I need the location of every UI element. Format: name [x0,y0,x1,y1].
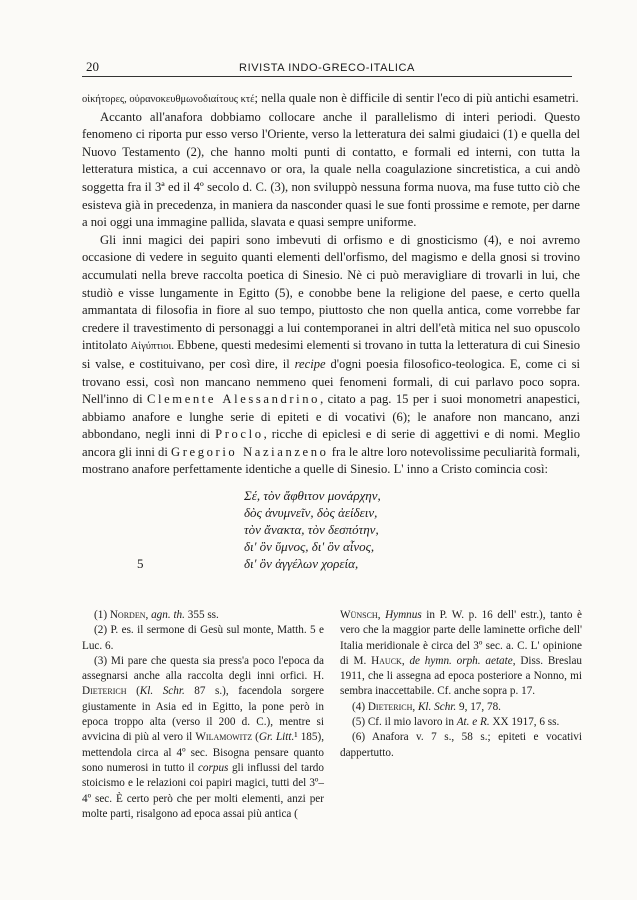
footnote-text: 87 s.), facendola sorgere giustamente in Asia ed in Egitto, la pone però in epoca troppo alta (verso il 200 d. C.), mentre si avvicina di più al vero il [82,685,324,744]
paragraph-3-text-c: d'ogni poesia filosofico-teologica. E, come ci si trovano essi, così non mancano nemmeno quei fenomeni formali, di cui parlavo poco sopra. Nell'inno di [82,356,581,407]
work-title: corpus [197,761,229,774]
paragraph-3-text-d: , citato a pag. 15 per i suoi monometri anapestici, abbiamo anafore e lunghe serie di epiteti e di vocativi (6); le anafore non mancano, anzi abbondano, negli inni di [82,392,580,442]
author-proclo: Proclo [215,427,264,442]
footnote-5 [340,715,582,730]
footnote-text: in P. W. p. 16 dell' estr.), tanto è vero che la maggior parte delle laminette orfiche dell' Italia meridionale è circa del 3º sec. a. C. L' opinione di M. [340,609,583,667]
author-name: Hauck [371,654,402,667]
running-header [82,60,572,77]
paragraph-2: Accanto all'anafora dobbiamo collocare anche il parallelismo di interi periodi. Questo fenomeno ci riporta pur esso verso l'Oriente, verso la letteratura dei salmi giudaici (1) e quella del Nuovo Testamento (2), che hanno molti punti di contatto, e formali ed interni, con tutta la letteratura mistica, a cui accennavo or ora, la quale nella coagulazione sincretistica, a cui andò soggetta fra il 3ª ed il 4º secolo d. C. (3), non sviluppò nessuna forma nuova, ma fuse tutto ciò che esisteva già in precedenza, in maniera da nasconder quasi le sue fonti prossime e remote, per darne a noi oggi una immagine pallida, slavata e quasi sempre uniforme. [82,109,580,230]
hymn-quotation [82,487,580,573]
hymn-line: τὸν ἄνακτα, τὸν δεσπότην, [244,522,379,538]
hymn-line: δι' ὃν ὕμνος, δι' ὃν αἶνος, [244,539,375,555]
work-title: Kl. Schr. [139,685,185,698]
author-name: Wünsch [340,609,378,621]
footnote-text: (1) [94,609,110,621]
footnote-2: (2) P. es. il sermone di Gesù sul monte, Matth. 5 e Luc. 6. [82,624,324,652]
footnote-4: (4) Dieterich, Kl. Schr. 9, 17, 78. [352,700,501,713]
hymn-line: δι' ὃν ἀγγέλων χορεία, [244,556,359,572]
hymn-line: Σέ, τὸν ἄφθιτον μονάρχην, [244,488,381,504]
recipe-word: recipe [294,356,326,371]
line-number: 5 [137,556,144,572]
paragraph-3-text-a: Gli inni magici dei papiri sono imbevuti di orfismo e di gnosticismo (4), e noi avremo occasione di vedere in seguito quanti elementi dell'orfismo, del magismo e della gnosi si trovino accumulati nella breve raccolta poetica di Sinesio. Nè ci può meravigliare di trovarli in lui, che studiò e visse lungamente in Egitto (5), e conobbe bene la religione del paese, e certo quella ammantata di filosofia in fiore al suo tempo, piuttosto che non quella antica, come vorrebbe far credere il travestimento di personaggi a lui contemporanei in altri dell'età mitica nel suo opuscolo intitolato [82,232,580,353]
footnote-text: (5) Cf. il mio lavoro in [352,716,457,729]
main-text [82,90,580,573]
paragraph-1-text: ; nella quale non è difficile di sentir l'eco di più antichi esametri. [254,91,579,105]
footnotes-right-column [340,608,582,761]
author-gregorio: Gregorio Nazianzeno [171,444,329,459]
work-title: agn. th. [151,609,185,621]
footnote-3-continued: Wünsch, Hymnus in P. W. p. 16 dell' estr.), tanto è vero che la maggior parte delle laminette orfiche dell' Italia meridionale è circa del 3º sec. a. C. L' opinione di M. Hauck, de hymn. orph. aetate, Diss. Breslau 1911, che li assegna ad epoca posteriore a Nonno, mi sembra inaccettabile. Cf. anche sopra p. 17. [340,609,583,698]
footnote-text: ¹ 185), mettendola circa al 4º sec. Bisogna pensare quanto sono numerosi in tutto il [82,731,324,774]
running-title: RIVISTA INDO-GRECO-ITALICA [239,62,415,74]
footnote-1: (1) Norden, agn. th. 355 ss. [94,609,219,621]
author-name: Wilamowitz [195,731,253,744]
greek-title: Αἰγύπτιοι. [130,341,174,353]
footnote-text: 355 ss. [184,609,219,621]
footnote-6: (6) Anafora v. 7 s., 58 s.; epiteti e vocativi dappertutto. [340,731,582,759]
work-title: Kl. Schr. [417,700,457,713]
footnote-text: XX 1917, 6 ss. [489,716,560,729]
author-name: Norden [109,609,146,621]
footnote-text: , Diss. Breslau 1911, che li assegna ad epoca posteriore a Nonno, mi sembra inaccettabile. Cf. anche sopra p. 17. [340,654,582,698]
footnote-text: 9, 17, 78. [456,700,501,713]
work-title: At. e R. [456,716,490,729]
footnote-text: (3) Mi pare che questa sia press'a poco l'epoca da assegnarsi anche alla raccolta degli inni orfici. H. [82,654,324,683]
work-title: Hymnus [385,609,422,621]
paragraph-3 [82,232,580,479]
footnotes-left-column [82,608,324,822]
paragraph-1 [82,90,580,109]
footnote-text: (4) [352,700,368,713]
page-number: 20 [86,59,99,74]
work-title: de hymn. orph. aetate [409,654,513,667]
footnote-text: gli influssi del tardo stoicismo e le relazioni coi papiri magici, tutti del 3º–4º sec. È certo però che per molti elementi, anzi per molte parti, risalgono ad epoca assai più antica ( [82,761,324,820]
paragraph-3-text-b: Ebbene, questi medesimi elementi si trovano in tutta la letteratura di cui Sinesio si valse, e costituivano, per così dire, il [82,338,581,371]
paragraph-3-text-e: , ricche di epiclesi e di serie di aggettivi e di nomi. Meglio ancora gli inni di [82,427,580,459]
hymn-line: δὸς ἀνυμνεῖν, δὸς ἀείδειν, [244,505,378,521]
author-name: Dieterich [82,685,127,698]
author-clemente: Clemente Alessandrino [147,392,321,407]
footnote-3: (3) Mi pare che questa sia press'a poco l'epoca da assegnarsi anche alla raccolta degli inni orfici. H. Dieterich (Kl. Schr. 87 s.), facendola sorgere giustamente in Asia ed in Egitto, la pone però in epoca troppo alta (verso il 200 d. C.), mentre si avvicina di più al vero il Wilamowitz (Gr. Litt.¹ 185), mettendola circa al 4º sec. Bisogna pensare quanto sono numerosi in tutto il corpus gli influssi del tardo stoicismo e le relazioni coi papiri magici, tutti del 3º–4º sec. È certo però che per molti elementi, anzi per molte parti, risalgono ad epoca assai più antica ( [82,654,324,820]
work-title: Gr. Litt. [258,731,295,744]
paragraph-3-text-f: fra le altre loro notevolissime peculiarità formali, mostrano anafore perfettamente identiche a quelle di Sinesio. L' inno a Cristo comincia così: [82,444,580,477]
author-name: Dieterich [367,700,413,713]
greek-phrase: οἰκήτορες, οὐρανοκευθμωνοδιαίτους κτέ [82,94,255,105]
